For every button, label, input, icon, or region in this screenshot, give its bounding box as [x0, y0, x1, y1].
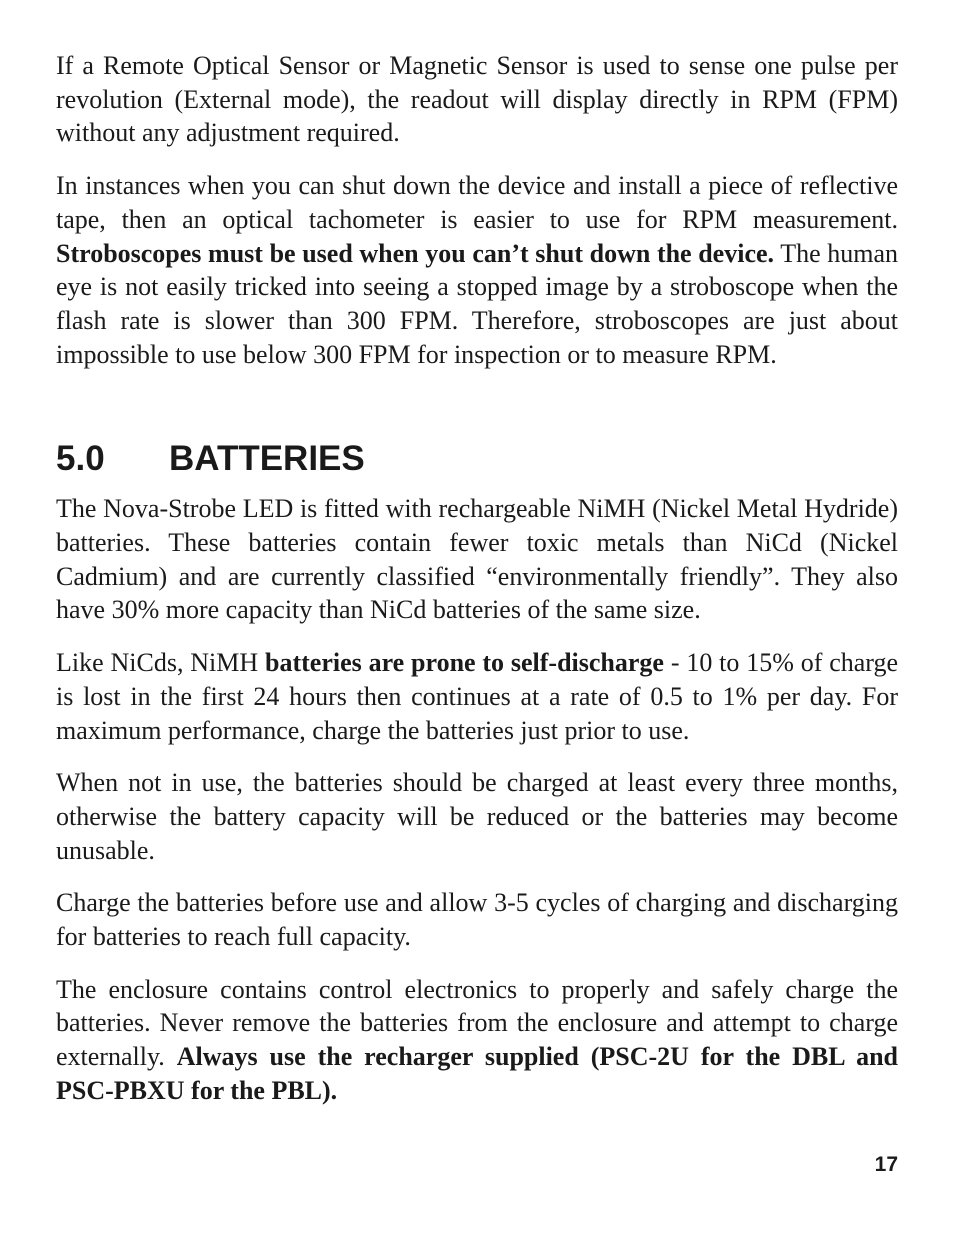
- paragraph-stroboscope-usage: [56, 169, 898, 371]
- paragraph-self-discharge-emphasis: batteries are prone to self-discharge: [265, 648, 664, 678]
- section-title: BATTERIES: [169, 439, 365, 479]
- paragraph-self-discharge-text-2: - 10 to 15% of charge is lost in the first 24 hours then continues at a rate of 0.5 to 1% per day. For maximum performance, charge the batteries just prior to use.: [56, 648, 899, 745]
- section-heading: [56, 439, 898, 479]
- paragraph-stroboscope-text-2: The human eye is not easily tricked into seeing a stopped image by a stroboscope when the flash rate is slower than 300 FPM. Therefore, stroboscopes are just about impossible to use below 300 FPM for inspection or to measure RPM.: [56, 238, 898, 369]
- paragraph-recharger-emphasis: Always use the recharger supplied (PSC-2U for the DBL and PSC-PBXU for the PBL).: [56, 1042, 899, 1105]
- paragraph-self-discharge-text-1: Like NiCds, NiMH: [56, 648, 266, 678]
- paragraph-charge-cycles: Charge the batteries before use and allow 3-5 cycles of charging and discharging for batteries to reach full capacity.: [56, 888, 898, 952]
- section-number: 5.0: [56, 439, 105, 479]
- paragraph-storage-charging: When not in use, the batteries should be charged at least every three months, otherwise the battery capacity will be reduced or the batteries may become unusable.: [56, 768, 898, 865]
- paragraph-enclosure-text: The enclosure contains control electronics to properly and safely charge the batteries. Never remove the batteries from the enclosure and attempt to charge externally.: [56, 974, 898, 1072]
- page-number: 17: [874, 1153, 898, 1176]
- paragraph-self-discharge: [56, 646, 898, 747]
- paragraph-external-mode: If a Remote Optical Sensor or Magnetic Sensor is used to sense one pulse per revolution (External mode), the readout will display directly in RPM (FPM) without any adjustment required.: [56, 51, 898, 148]
- paragraph-stroboscope-emphasis: Stroboscopes must be used when you can’t shut down the device.: [56, 238, 775, 268]
- paragraph-stroboscope-text-1: In instances when you can shut down the device and install a piece of reflective tape, then an optical tachometer is easier to use for RPM measurement.: [56, 171, 898, 234]
- paragraph-enclosure-charging: [56, 973, 898, 1108]
- paragraph-nimh-batteries: The Nova-Strobe LED is fitted with rechargeable NiMH (Nickel Metal Hydride) batteries. These batteries contain fewer toxic metals than NiCd (Nickel Cadmium) and are currently classified “environmentally friendly”. They also have 30% more capacity than NiCd batteries of the same size.: [56, 494, 898, 625]
- page-content: [56, 49, 898, 1108]
